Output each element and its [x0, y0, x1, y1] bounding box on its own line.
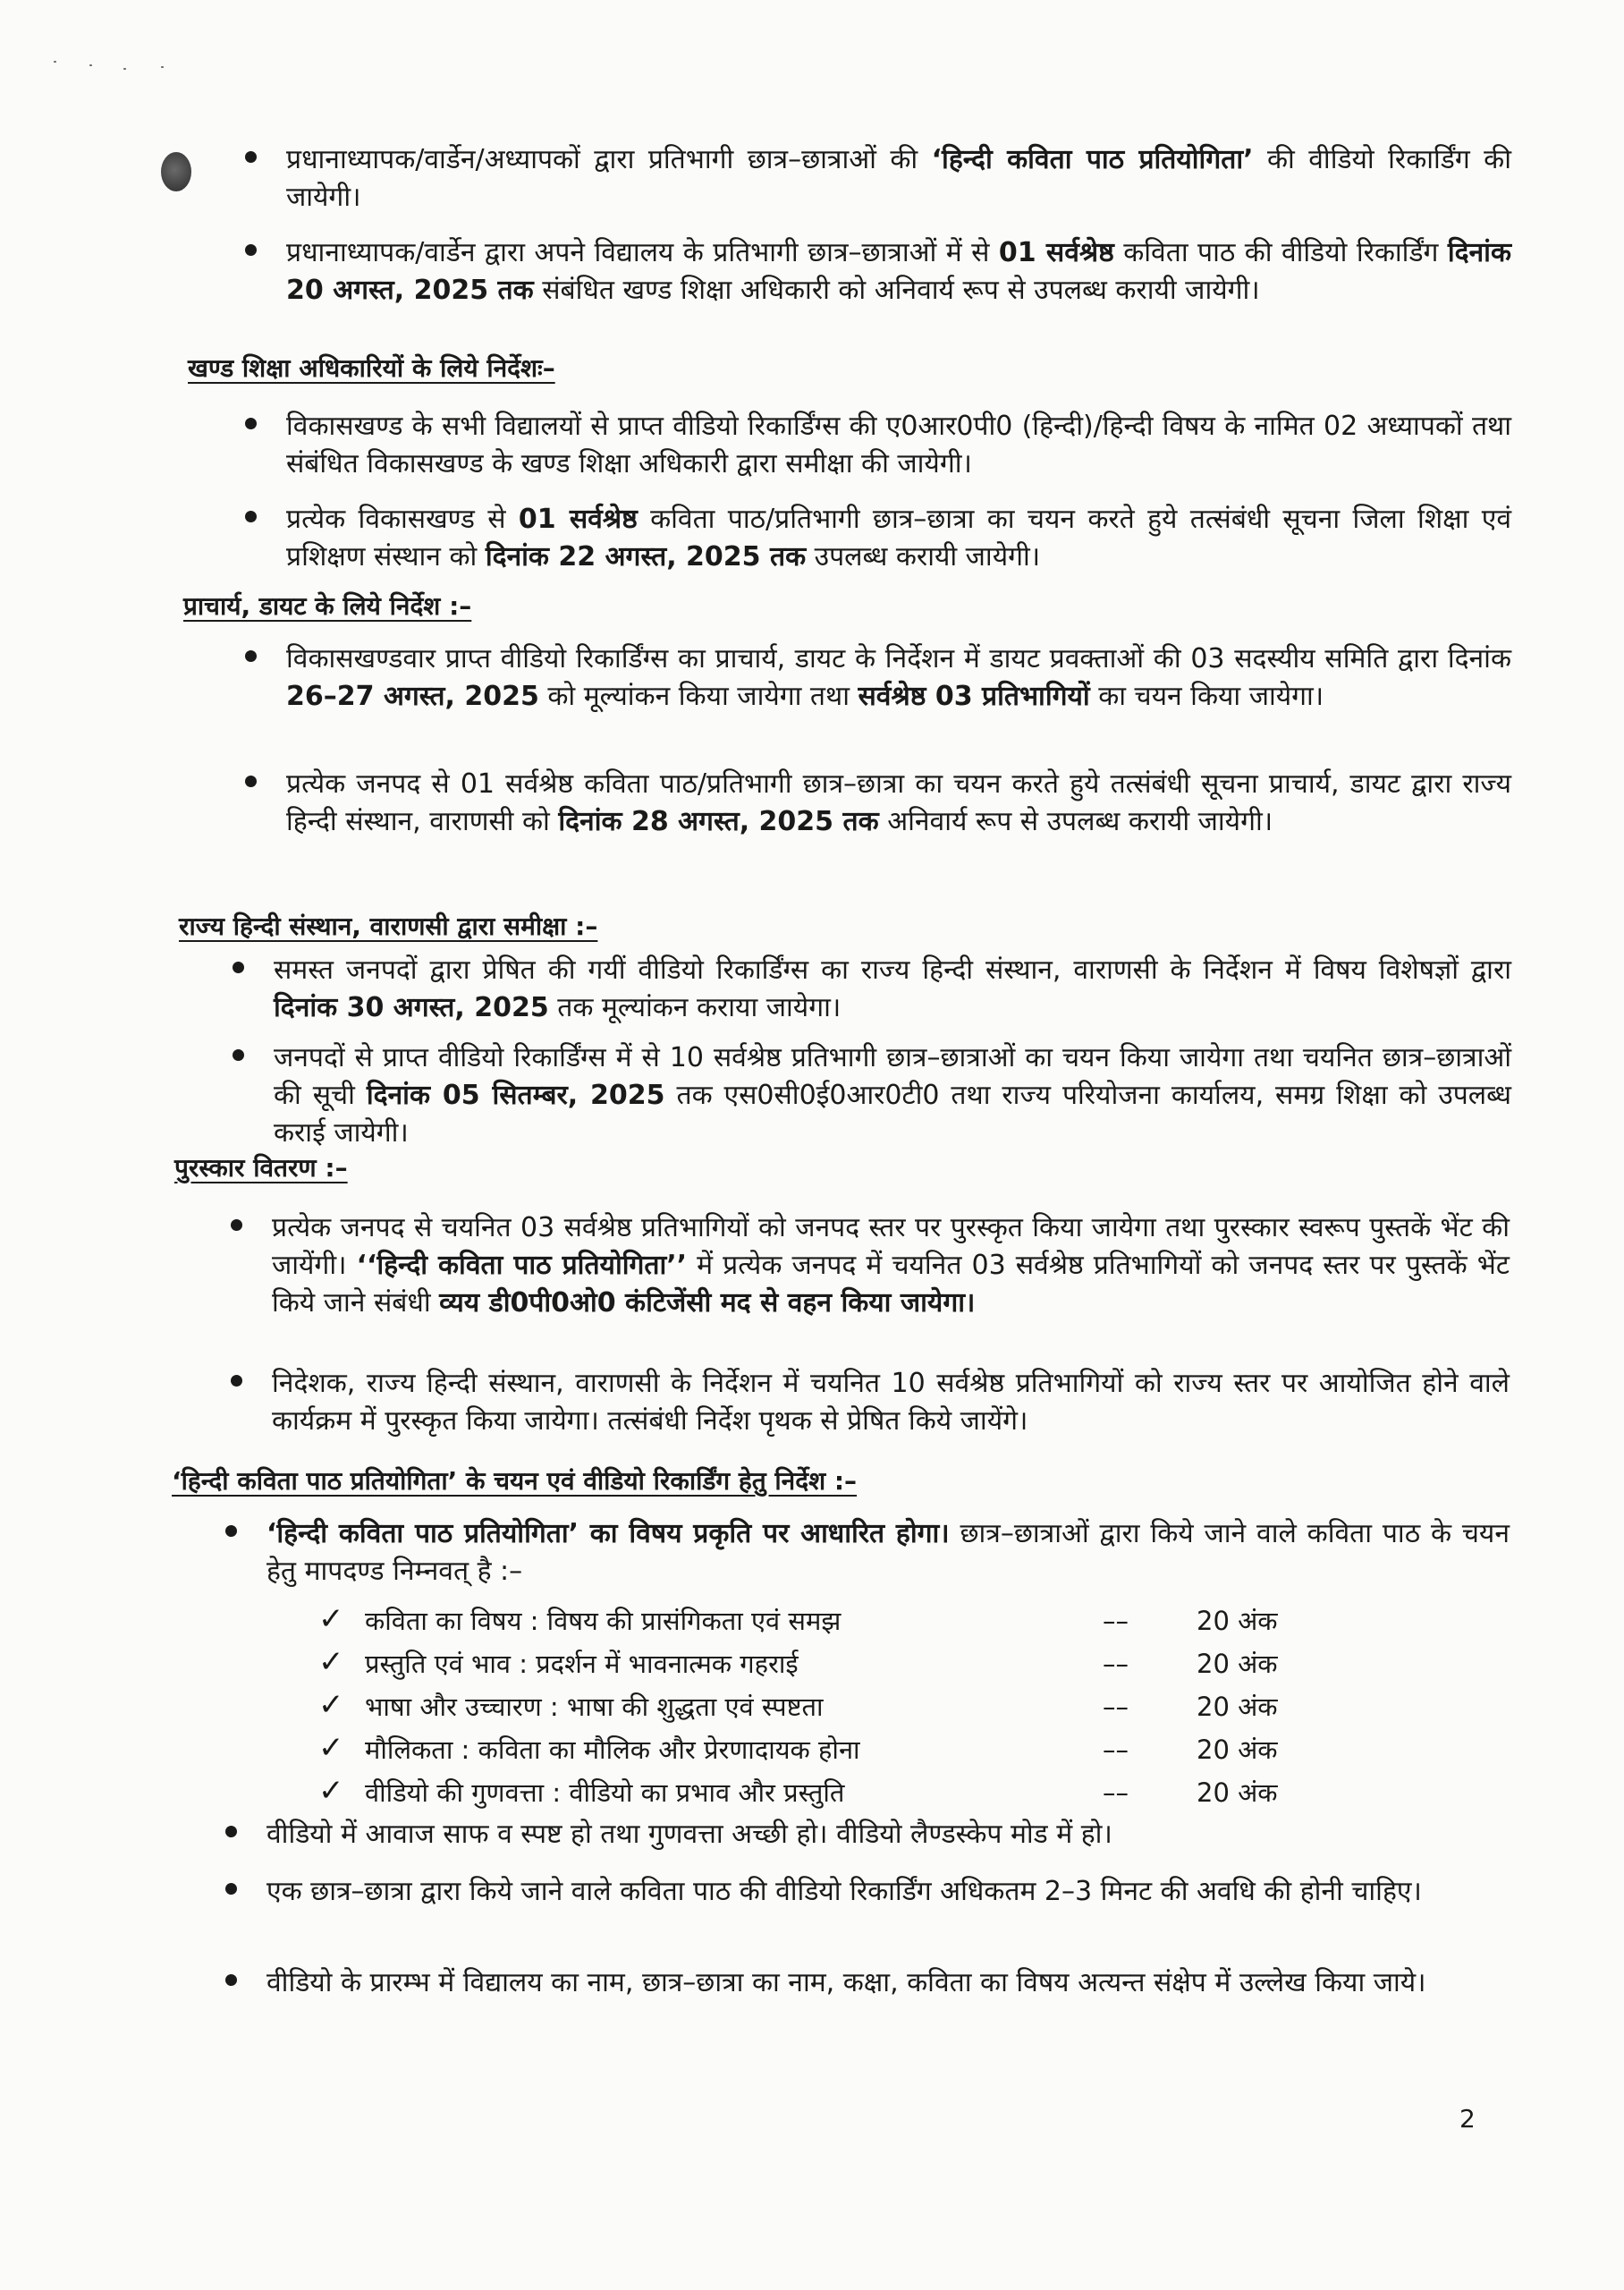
criteria-dash: –– — [1103, 1692, 1129, 1722]
criteria-row — [318, 1728, 1278, 1771]
criteria-dash: –– — [1103, 1606, 1129, 1636]
bullet-d2: जनपदों से प्राप्त वीडियो रिकार्डिंग्स में से 10 सर्वश्रेष्ठ प्रतिभागी छात्र–छात्राओं का चयन किया जायेगा तथा चयनित छात्र–छात्राओं की सूची दिनांक 05 सितम्बर, 2025 तक एस0सी0ई0आर0टी0 तथा राज्य परियोजना कार्यालय, समग्र शिक्षा को उपलब्ध कराई जायेगी। — [274, 1039, 1511, 1152]
bullet-f2: वीडियो में आवाज साफ व स्पष्ट हो तथा गुणवत्ता अच्छी हो। वीडियो लैण्डस्केप मोड में हो। — [266, 1816, 1510, 1853]
criteria-row — [318, 1642, 1278, 1685]
bullet-b1: विकासखण्ड के सभी विद्यालयों से प्राप्त वीडियो रिकार्डिंग्स की ए0आर0पी0 (हिन्दी)/हिन्दी विषय के नामित 02 अध्यापकों तथा संबंधित विकासखण्ड के खण्ड शिक्षा अधिकारी द्वारा समीक्षा की जायेगी। — [286, 408, 1511, 483]
bullet-b2: प्रत्येक विकासखण्ड से 01 सर्वश्रेष्ठ कविता पाठ/प्रतिभागी छात्र–छात्रा का चयन करते हुये तत्संबंधी सूचना जिला शिक्षा एवं प्रशिक्षण संस्थान को दिनांक 22 अगस्त, 2025 तक उपलब्ध करायी जायेगी। — [286, 501, 1511, 576]
bullet-icon — [245, 151, 257, 163]
check-icon: ✓ — [318, 1644, 344, 1680]
bullet-icon — [225, 1883, 237, 1895]
criteria-marks: 20 अंक — [1197, 1606, 1278, 1636]
bullet-icon — [225, 1974, 237, 1986]
check-icon: ✓ — [318, 1773, 344, 1809]
bullet-e1: प्रत्येक जनपद से चयनित 03 सर्वश्रेष्ठ प्रतिभागियों को जनपद स्तर पर पुरस्कृत किया जायेगा तथा पुरस्कार स्वरूप पुस्तकें भेंट की जायेंगी। ‘‘हिन्दी कविता पाठ प्रतियोगिता’’ में प्रत्येक जनपद में चयनित 03 सर्वश्रेष्ठ प्रतिभागियों को जनपद स्तर पर पुस्तकें भेंट किये जाने संबंधी व्यय डी0पी0ओ0 कंटिजेंसी मद से वहन किया जायेगा। — [272, 1209, 1510, 1322]
criteria-marks: 20 अंक — [1197, 1692, 1278, 1722]
criteria-label: भाषा और उच्चारण : भाषा की शुद्धता एवं स्पष्टता — [365, 1692, 824, 1722]
criteria-marks: 20 अंक — [1197, 1734, 1278, 1765]
bullet-icon — [233, 1049, 244, 1061]
bullet-icon — [225, 1826, 237, 1837]
bullet-f4: वीडियो के प्रारम्भ में विद्यालय का नाम, छात्र–छात्रा का नाम, कक्षा, कविता का विषय अत्यन्त संक्षेप में उल्लेख किया जाये। — [266, 1964, 1510, 2002]
bullet-icon — [245, 418, 257, 429]
bullet-d1: समस्त जनपदों द्वारा प्रेषित की गयीं वीडियो रिकार्डिंग्स का राज्य हिन्दी संस्थान, वाराणसी के निर्देशन में विषय विशेषज्ञों द्वारा दिनांक 30 अगस्त, 2025 तक मूल्यांकन कराया जायेगा। — [274, 952, 1511, 1027]
bullet-icon — [245, 776, 257, 787]
heading-prize-distribution: पुरस्कार वितरण :– — [174, 1153, 348, 1183]
criteria-label: वीडियो की गुणवत्ता : वीडियो का प्रभाव और प्रस्तुति — [365, 1777, 845, 1808]
check-icon: ✓ — [318, 1730, 344, 1766]
heading-selection-recording-instructions: ‘हिन्दी कविता पाठ प्रतियोगिता’ के चयन एवं वीडियो रिकार्डिंग हेतु निर्देश :– — [172, 1466, 858, 1496]
criteria-label: कविता का विषय : विषय की प्रासंगिकता एवं समझ — [365, 1606, 842, 1636]
criteria-marks: 20 अंक — [1197, 1777, 1278, 1808]
scan-specks — [54, 55, 188, 73]
criteria-dash: –– — [1103, 1649, 1129, 1679]
heading-diet-instructions: प्राचार्य, डायट के लिये निर्देश :– — [183, 591, 472, 621]
criteria-marks: 20 अंक — [1197, 1649, 1278, 1679]
page-number: 2 — [1459, 2104, 1476, 2133]
bullet-c1: विकासखण्डवार प्राप्त वीडियो रिकार्डिंग्स का प्राचार्य, डायट के निर्देशन में डायट प्रवक्ताओं की 03 सदस्यीय समिति द्वारा दिनांक 26–27 अगस्त, 2025 को मूल्यांकन किया जायेगा तथा सर्वश्रेष्ठ 03 प्रतिभागियों का चयन किया जायेगा। — [286, 640, 1511, 716]
criteria-row — [318, 1771, 1278, 1814]
criteria-dash: –– — [1103, 1734, 1129, 1765]
criteria-row — [318, 1599, 1278, 1642]
bullet-icon — [231, 1219, 242, 1231]
bullet-icon — [233, 962, 244, 973]
criteria-label: मौलिकता : कविता का मौलिक और प्रेरणादायक होना — [365, 1734, 860, 1765]
bullet-icon — [231, 1375, 242, 1387]
punch-hole-mark — [161, 152, 191, 191]
bullet-f1: ‘हिन्दी कविता पाठ प्रतियोगिता’ का विषय प्रकृति पर आधारित होगा। छात्र–छात्राओं द्वारा किये जाने वाले कविता पाठ के चयन हेतु मापदण्ड निम्नवत् है :– — [266, 1515, 1510, 1590]
heading-beo-instructions: खण्ड शिक्षा अधिकारियों के लिये निर्देशः– — [188, 353, 555, 383]
criteria-row — [318, 1685, 1278, 1728]
criteria-dash: –– — [1103, 1777, 1129, 1808]
bullet-c2: प्रत्येक जनपद से 01 सर्वश्रेष्ठ कविता पाठ/प्रतिभागी छात्र–छात्रा का चयन करते हुये तत्संबंधी सूचना प्राचार्य, डायट द्वारा राज्य हिन्दी संस्थान, वाराणसी को दिनांक 28 अगस्त, 2025 तक अनिवार्य रूप से उपलब्ध करायी जायेगी। — [286, 766, 1511, 841]
bullet-icon — [225, 1525, 237, 1537]
bullet-e2: निदेशक, राज्य हिन्दी संस्थान, वाराणसी के निर्देशन में चयनित 10 सर्वश्रेष्ठ प्रतिभागियों को राज्य स्तर पर आयोजित होने वाले कार्यक्रम में पुरस्कृत किया जायेगा। तत्संबंधी निर्देश पृथक से प्रेषित किये जायेंगे। — [272, 1365, 1510, 1440]
criteria-label: प्रस्तुति एवं भाव : प्रदर्शन में भावनात्मक गहराई — [365, 1649, 799, 1679]
bullet-a2: प्रधानाध्यापक/वार्डेन द्वारा अपने विद्यालय के प्रतिभागी छात्र–छात्राओं में से 01 सर्वश्रेष्ठ कविता पाठ की वीडियो रिकार्डिंग दिनांक 20 अगस्त, 2025 तक संबंधित खण्ड शिक्षा अधिकारी को अनिवार्य रूप से उपलब्ध करायी जायेगी। — [286, 234, 1511, 310]
bullet-f3: एक छात्र–छात्रा द्वारा किये जाने वाले कविता पाठ की वीडियो रिकार्डिंग अधिकतम 2–3 मिनट की अवधि की होनी चाहिए। — [266, 1873, 1510, 1911]
bullet-icon — [245, 650, 257, 662]
check-icon: ✓ — [318, 1601, 344, 1637]
bullet-icon — [245, 244, 257, 256]
heading-state-institute-review: राज्य हिन्दी संस्थान, वाराणसी द्वारा समीक्षा :– — [179, 912, 598, 941]
bullet-icon — [245, 511, 257, 522]
bullet-a1: प्रधानाध्यापक/वार्डेन/अध्यापकों द्वारा प्रतिभागी छात्र–छात्राओं की ‘हिन्दी कविता पाठ प्रतियोगिता’ की वीडियो रिकार्डिंग की जायेगी। — [286, 141, 1511, 216]
check-icon: ✓ — [318, 1687, 344, 1723]
